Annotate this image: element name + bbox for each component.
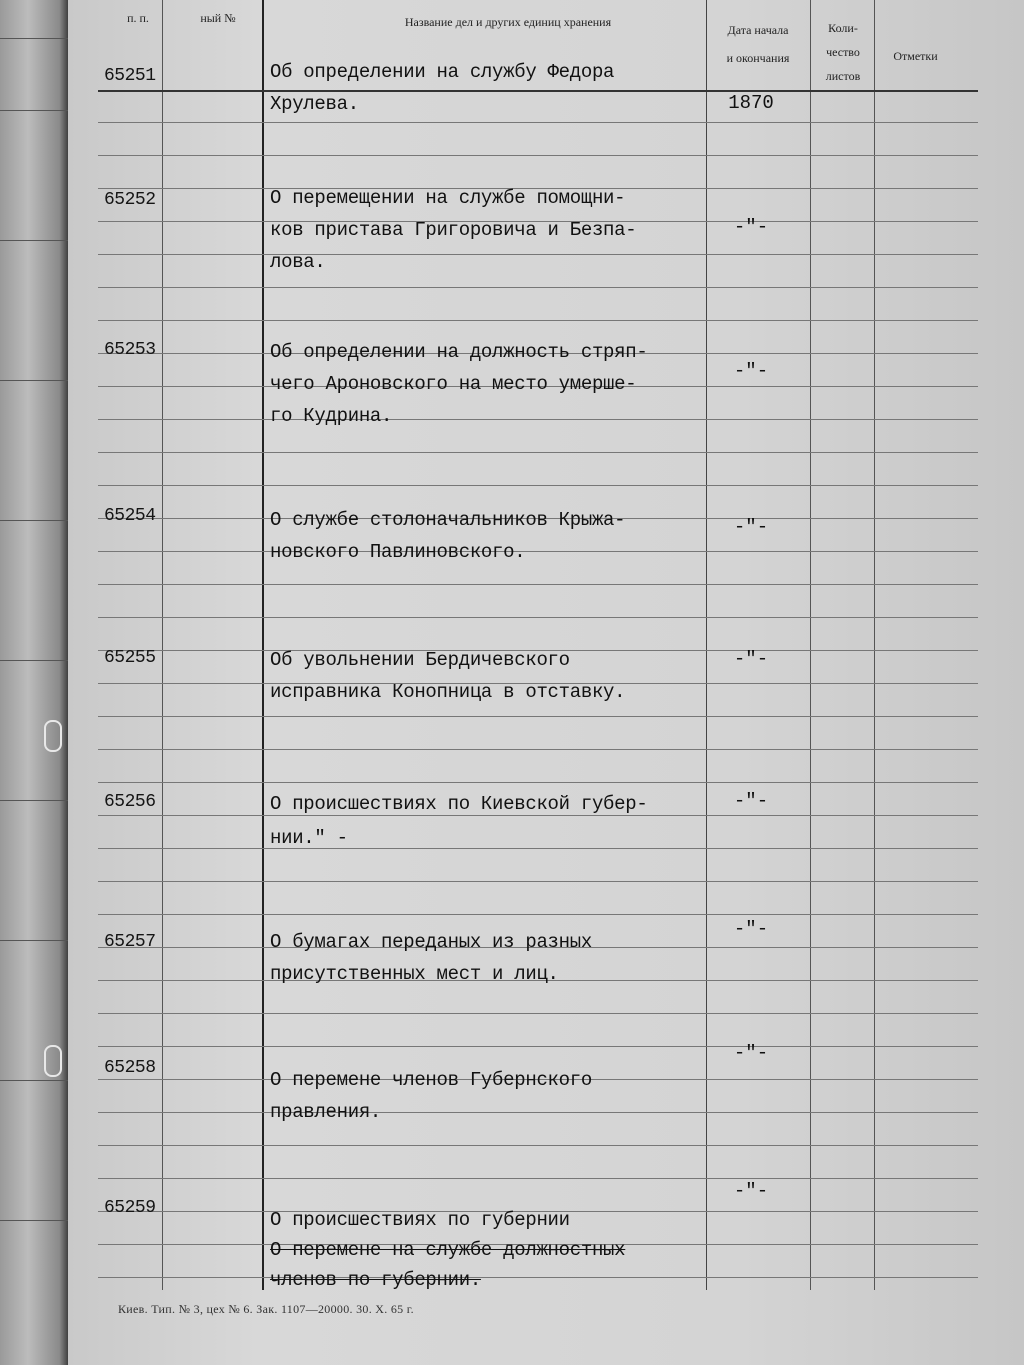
entry-date: -"- <box>733 648 769 670</box>
entry-title-line: исправника Конопница в отставку. <box>270 681 626 703</box>
ledger-rule <box>98 320 978 321</box>
ledger-rule <box>98 881 978 882</box>
entry-date: -"- <box>733 1180 769 1202</box>
entry-title-line: Хрулева. <box>270 93 359 115</box>
entry-title-line: правления. <box>270 1101 382 1123</box>
header-count-2: чество <box>826 45 860 59</box>
entry-title-line: го Кудрина. <box>270 405 393 427</box>
entry-title-line: О происшествиях по Киевской губер- <box>270 793 648 815</box>
header-source: ный № <box>200 11 236 25</box>
header-dates-2: и окончания <box>726 51 790 65</box>
entry-title-line-struck: О перемене на службе должностных <box>270 1239 626 1261</box>
entry-number: 65251 <box>104 66 156 86</box>
entry-number: 65257 <box>104 932 156 952</box>
entry-date: -"- <box>733 516 769 538</box>
entry-title-line: Об определении на должность стряп- <box>270 341 648 363</box>
entry-title-line: новского Павлиновского. <box>270 541 526 563</box>
entry-title-line: нии." - <box>270 827 348 849</box>
entry-number: 65255 <box>104 648 156 668</box>
header-dates-1: Дата начала <box>727 23 789 37</box>
entry-date: -"- <box>733 360 769 382</box>
entry-number: 65253 <box>104 340 156 360</box>
entry-title-line: присутственных мест и лиц. <box>270 963 559 985</box>
ledger-rule <box>98 1145 978 1146</box>
entry-title-line: О службе столоначальников Крыжа- <box>270 509 626 531</box>
register-sheet <box>68 0 1024 1365</box>
entry-title-line-struck: членов по губернии. <box>270 1269 481 1291</box>
entry-date: -"- <box>733 1042 769 1064</box>
printer-imprint: Киев. Тип. № 3, цех № 6. Зак. 1107—20000. 30. X. 65 г. <box>118 1302 414 1316</box>
entry-title-line: лова. <box>270 251 326 273</box>
ledger-rule <box>98 1046 978 1047</box>
header-title: Название дел и других единиц хранения <box>404 15 612 29</box>
column-divider <box>262 0 264 1290</box>
entry-title-line: О перемещении на службе помощни- <box>270 187 626 209</box>
entry-number: 65254 <box>104 506 156 526</box>
entry-title-line: О происшествиях по губернии <box>270 1209 570 1231</box>
entry-number: 65256 <box>104 792 156 812</box>
entry-date: -"- <box>733 918 769 940</box>
entry-date: 1870 <box>728 92 774 114</box>
ledger-rule <box>98 782 978 783</box>
entry-date: -"- <box>733 790 769 812</box>
entry-title-line: чего Ароновского на место умерше- <box>270 373 637 395</box>
entry-title-line: О перемене членов Губернского <box>270 1069 592 1091</box>
ledger-rule <box>98 1013 978 1014</box>
ledger-rule <box>98 716 978 717</box>
column-divider <box>874 0 875 1290</box>
entry-title-line: Об увольнении Бердичевского <box>270 649 570 671</box>
left-page-edge <box>0 0 70 1365</box>
entry-number: 65252 <box>104 190 156 210</box>
entry-title-line: Об определении на службу Федора <box>270 61 615 83</box>
header-notes: Отметки <box>893 49 938 63</box>
entry-date: -"- <box>733 216 769 238</box>
ledger-rule <box>98 452 978 453</box>
entry-title-line: О бумагах переданых из разных <box>270 931 592 953</box>
ledger-rule <box>98 1178 978 1179</box>
binding-hole <box>44 720 62 752</box>
column-divider <box>810 0 811 1290</box>
ledger-rule <box>98 749 978 750</box>
header-count-3: листов <box>825 69 861 83</box>
ledger-rule <box>98 155 978 156</box>
ledger-rule <box>98 485 978 486</box>
header-num: п. п. <box>127 11 149 25</box>
entry-title-line: ков пристава Григоровича и Безпа- <box>270 219 637 241</box>
ledger-rule <box>98 122 978 123</box>
ledger-rule <box>98 584 978 585</box>
ledger-rule <box>98 287 978 288</box>
entry-number: 65258 <box>104 1058 156 1078</box>
ledger-rule <box>98 617 978 618</box>
header-count-1: Коли- <box>828 21 858 35</box>
ledger-rule <box>98 914 978 915</box>
binding-hole <box>44 1045 62 1077</box>
entry-number: 65259 <box>104 1198 156 1218</box>
